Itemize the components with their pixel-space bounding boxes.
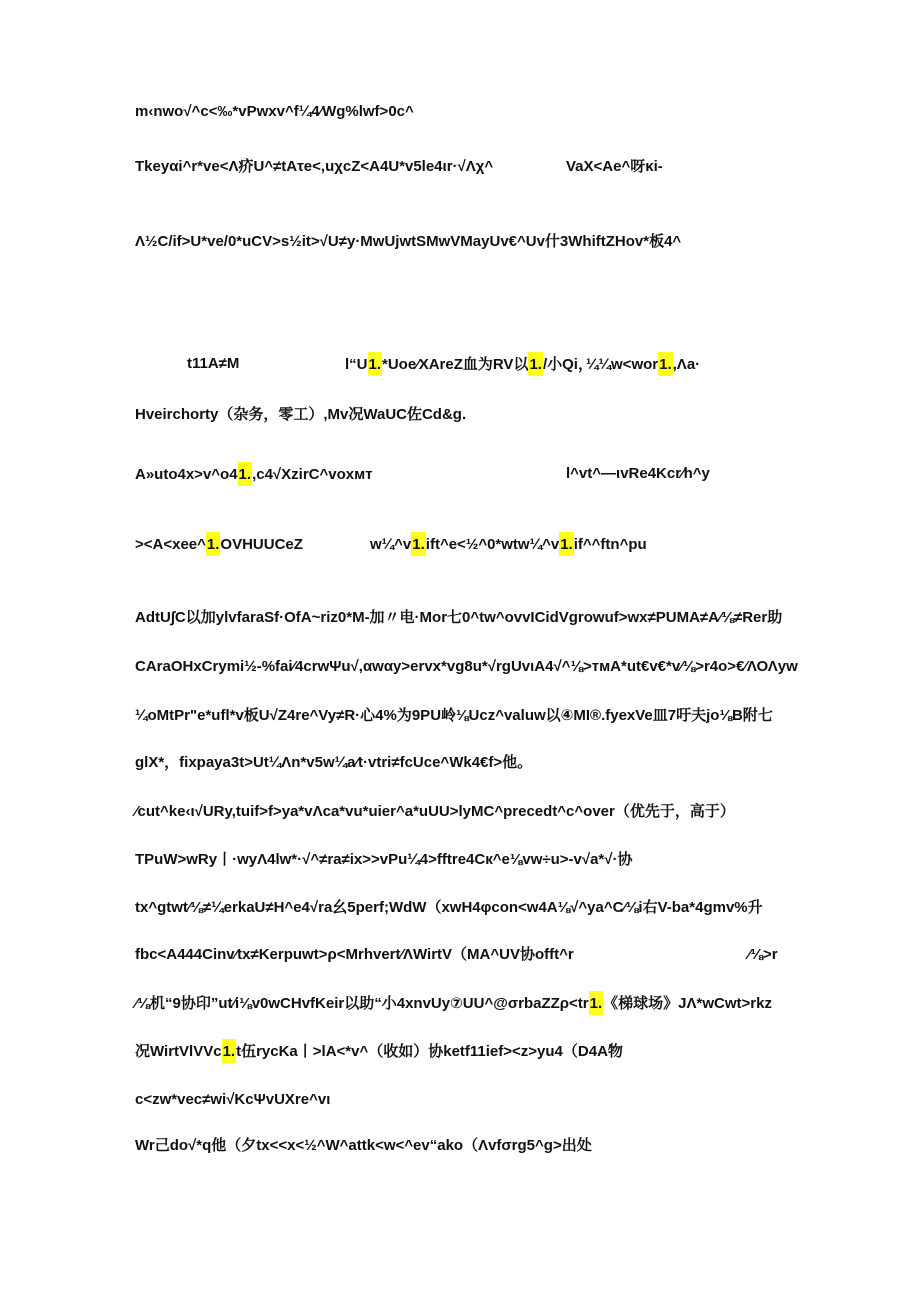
line-7-text-left: ><A<xee^1.OVHUUCeZ xyxy=(135,532,303,557)
highlight-mark: 1. xyxy=(238,462,253,486)
line-16-text: ⁄⅛机“9协印”ut⁄i⅛v0wCHvfKeir以助“小4xnvUy⑦UU^@σrbaZZρ<tr1.《梯球场》JΛ*wCwt>rkz xyxy=(135,991,772,1016)
text-line-18 xyxy=(0,1088,920,1112)
line-4-text-left: t11A≠M xyxy=(187,355,240,372)
text-line-13 xyxy=(0,848,920,872)
text-line-2 xyxy=(0,155,920,179)
line-3-text: Λ½C/if>U*ve/0*uCV>s½it>√U≠y·MwUjwtSMwVMayUv€^Uv什3WhiftZHov*板4^ xyxy=(135,233,682,250)
text-line-5 xyxy=(0,403,920,427)
text-line-9 xyxy=(0,655,920,679)
text-line-19 xyxy=(0,1134,920,1158)
line-2-text-left: Tkeyαi^r*ve<Λ疥U^≠tAτe<,uχcZ<A4U*v5le4ιr·√Λχ^ xyxy=(135,158,494,175)
line-17-text: 况WirtVlVVc1.t伍rycKa丨>lA<*v^（收如）协ketf11ief><z>yu4（D4A物 xyxy=(135,1039,623,1064)
line-10-text: ¼oMtPr"e*ufl*v板U√Z4re^Vy≠R·心4%为9PU岭⅛Ucz^valuw以④MI®.fyexVe皿7吁夫jo⅛B附七 xyxy=(135,707,773,724)
text-line-8 xyxy=(0,606,920,630)
highlight-mark: 1. xyxy=(658,352,673,376)
line-4-text-right: ¼¼w<wor1.,Λa· xyxy=(586,352,700,377)
line-8-text: AdtU∫C以加ylvfaraSf·OfA~riz0*M-加〃电·Mor七0^tw^ovvICidVgrowuf>wx≠PUMA≠A⁄⅛≠Rer助 xyxy=(135,609,783,626)
text-line-12 xyxy=(0,800,920,824)
line-14-text: tx^gtwt⁄⅛≠¼erkaU≠H^e4√ra幺5perf;WdW（xwH4φcon<w4A⅛√^ya^C⁄⅛i右V-ba*4gmv%升 xyxy=(135,899,763,916)
highlight-mark: 1. xyxy=(222,1039,237,1063)
text-line-17 xyxy=(0,1039,920,1063)
highlight-mark: 1. xyxy=(206,532,221,556)
line-4-text-middle: l“U1.*Uoe⁄XAreZ血为RV以1./小Qi， xyxy=(345,352,593,377)
line-1-text: m‹nwo√^c<‰*vPwxv^f¼4⁄Wg%lwf>0c^ xyxy=(135,103,414,120)
text-line-10 xyxy=(0,704,920,728)
highlight-mark: 1. xyxy=(528,352,543,376)
line-13-text: TPuW>wRy丨·wyΛ4lw*·√^≠ra≠ix>>vPu¼4>fftre4Cк^e⅛vw÷u>-v√a*√·协 xyxy=(135,851,633,868)
line-18-text: c<zw*vec≠wi√KcΨvUXre^vι xyxy=(135,1091,331,1108)
line-6-text-right: l^vt^—ιvRe4Kcr⁄h^y xyxy=(566,465,710,482)
text-line-7 xyxy=(0,532,920,556)
line-2-text-right: VaX<Ae^呀κi- xyxy=(566,158,663,175)
text-line-6 xyxy=(0,462,920,486)
text-line-15 xyxy=(0,943,920,967)
line-7-text-right: w¼^v1.ift^e<½^0*wtw¼^v1.if^^ftn^pu xyxy=(370,532,647,557)
line-12-text: ⁄cut^ke‹ι√URy,tuif>f>ya*vΛca*vu*uier^a*uUU>lyMC^precedt^c^over（优先于，高于） xyxy=(135,803,735,820)
text-line-3 xyxy=(0,230,920,254)
line-15-text-left: fbc<A444Cinv⁄tx≠Kerpuwt>ρ<Mrhvert⁄ΛWirtV（MA^UV协offt^r xyxy=(135,946,574,963)
line-5-text: Hveirchorty（杂务，零工）,Mv况WaUC佐Cd&g. xyxy=(135,406,467,423)
highlight-mark: 1. xyxy=(368,352,383,376)
line-11-text: glX*，fixpaya3t>Ut¼Λn*v5w¼a⁄t·vtri≠fcUce^Wk4€f>他。 xyxy=(135,754,533,771)
text-line-11 xyxy=(0,751,920,775)
text-line-16 xyxy=(0,991,920,1015)
text-line-1 xyxy=(0,100,920,124)
highlight-mark: 1. xyxy=(411,532,426,556)
line-6-text-left: A»uto4x>v^o41.,c4√XzirC^voxмт xyxy=(135,462,373,487)
highlight-mark: 1. xyxy=(589,991,604,1015)
highlight-mark: 1. xyxy=(559,532,574,556)
line-19-text: Wr己do√*q他（夕tx<<x<½^W^attk<w<^ev“ako（Λvfσrg5^g>出处 xyxy=(135,1137,592,1154)
line-15-text-right: ⁄⅛>r xyxy=(748,946,778,963)
line-9-text: CAraOHxCrymi½-%fai⁄4crwΨu√,αwαy>ervx*vg8u*√rgUvιA4√^⅛>тмA*ut€v€*v⁄⅛>r4o>€⁄ΛΟΛyw xyxy=(135,658,798,675)
text-line-4 xyxy=(0,352,920,376)
text-line-14 xyxy=(0,896,920,920)
